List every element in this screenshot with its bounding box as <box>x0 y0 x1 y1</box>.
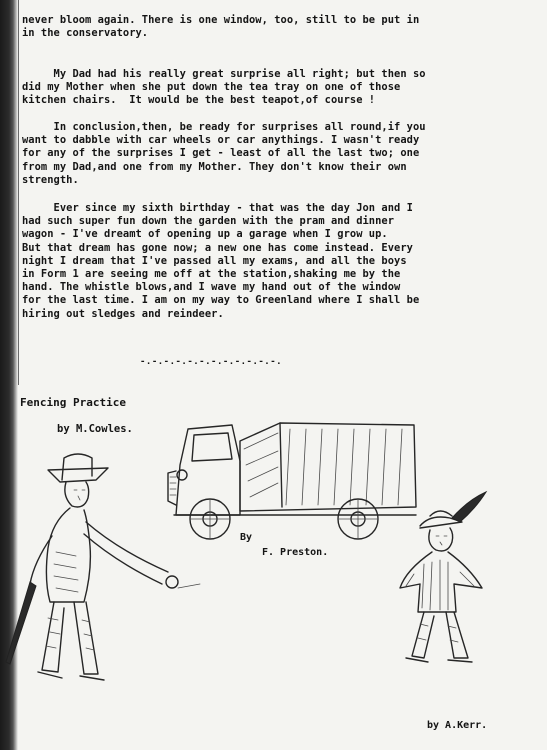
fencing-title: Fencing Practice <box>20 396 126 409</box>
fencer-right-icon <box>390 492 520 672</box>
army-truck-icon <box>170 415 420 545</box>
story-paragraph-3: In conclusion,then, be ready for surprises all round,if you want to dabble with car wheels or car anythings. I wasn't ready for any of the surprises I get - least of all the last two; one from my Dad,and one from my Mother. They don't know their own strength. <box>22 121 426 186</box>
kerr-credit: by A.Kerr. <box>427 720 488 731</box>
story-paragraph-1: never bloom again. There is one window, too, still to be put in in the conservatory. <box>22 14 420 40</box>
truck-credit-by: By <box>240 532 253 543</box>
truck-credit-author: F. Preston. <box>262 547 329 558</box>
story-paragraph-4: Ever since my sixth birthday - that was the day Jon and I had such super fun down the garden with the pram and dinner wagon - I've dreamt of opening up a garage when I grow up. But that dream has gone now; a new one has come instead. Every night I dream that I've passed all my exams, and all the boys in Form 1 are seeing me off at the station,shaking me by the hand. The whistle blows,and I wave my hand out of the window for the last time. I am on my way to Greenland where I shall be hiring out sledges and reindeer. <box>22 202 420 320</box>
story-paragraph-2: My Dad had his really great surprise all right; but then so did my Mother when she put down the tea tray on one of those kitchen chairs. It would be the best teapot,of course ! <box>22 68 426 107</box>
fencing-author: by M.Cowles. <box>57 423 133 435</box>
section-separator: -.-.-.-.-.-.-.-.-.-.-.-. <box>140 357 283 367</box>
